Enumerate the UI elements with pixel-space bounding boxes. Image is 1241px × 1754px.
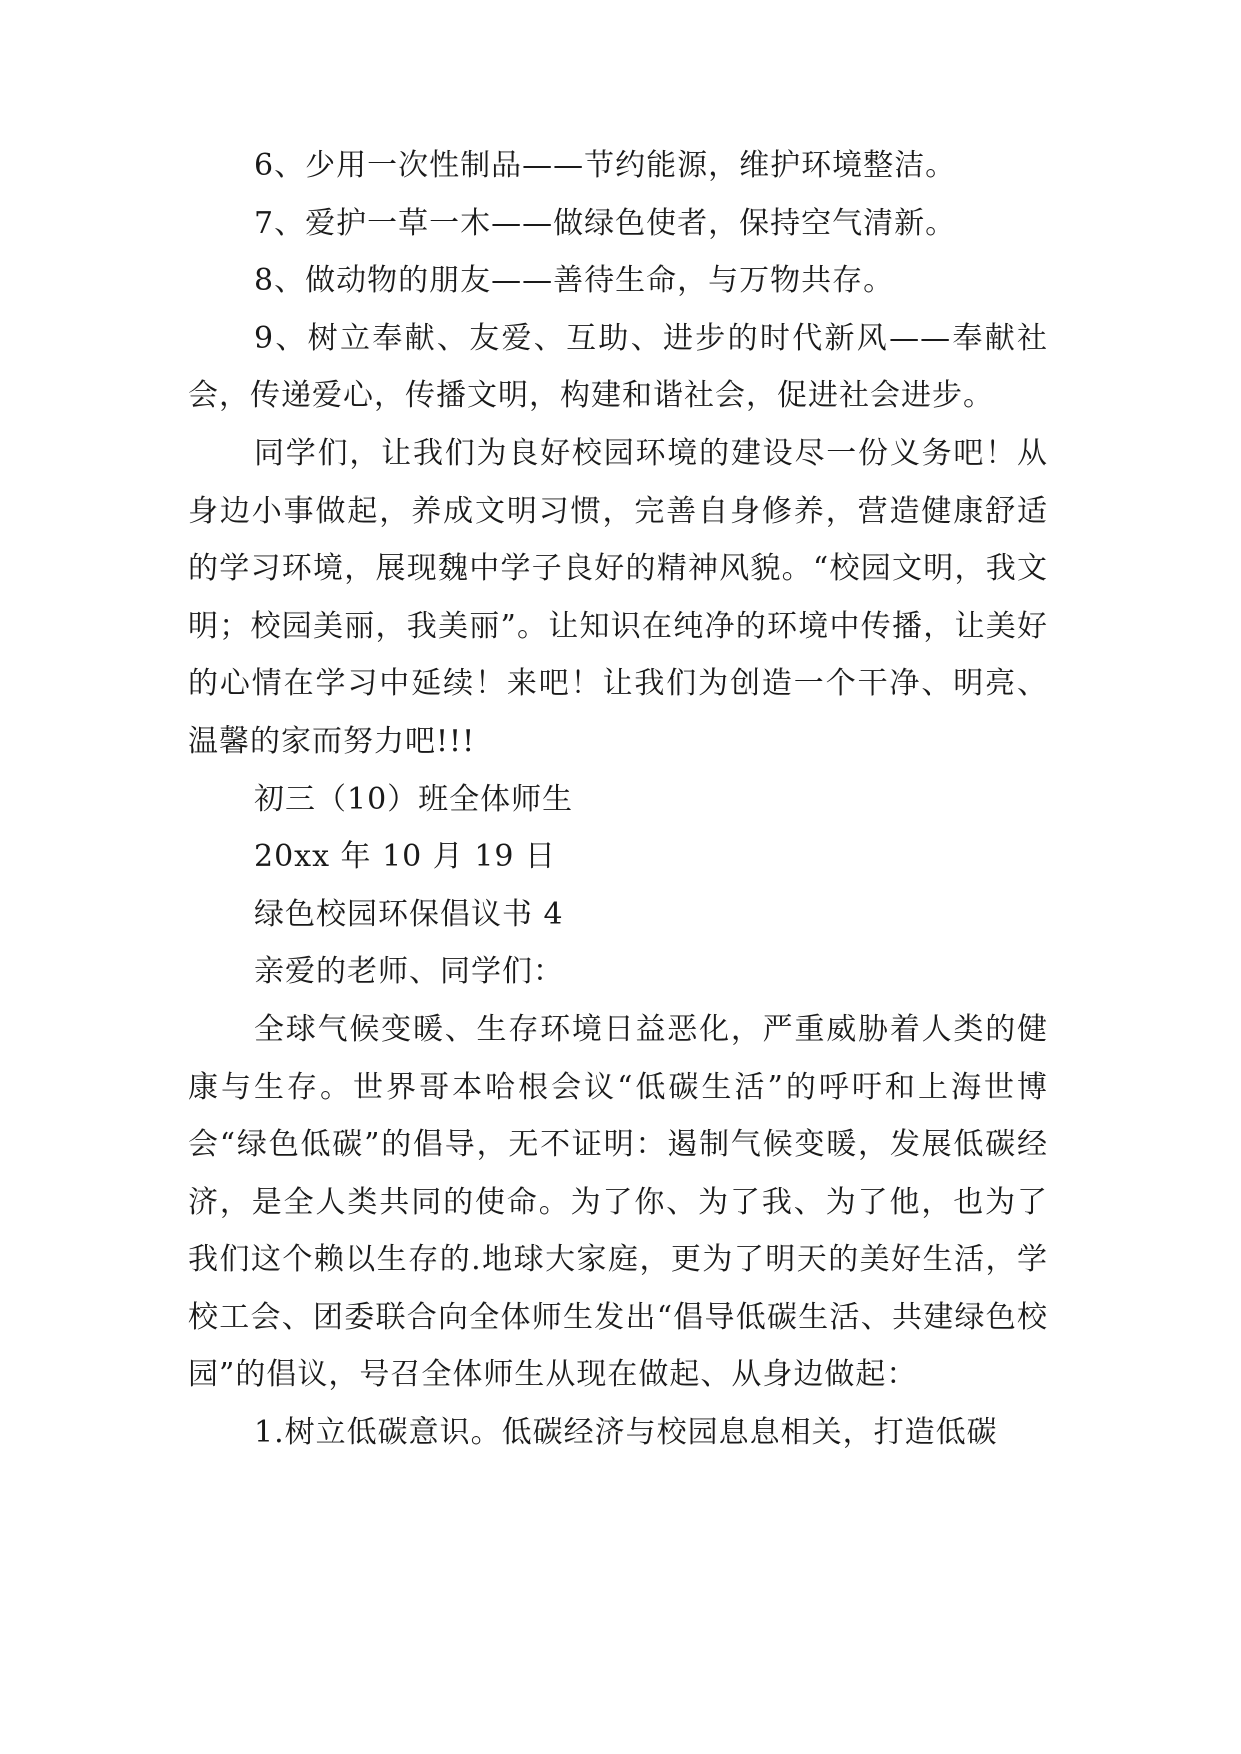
salutation: 亲爱的老师、同学们： (254, 954, 564, 990)
closing-paragraph: 同学们，让我们为良好校园环境的建设尽一份义务吧！从身边小事做起，养成文明习惯，完善自身修养，营造健康舒适的学习环境，展现魏中学子良好的精神风貌。“校园文明，我文明；校园美丽，我美丽”。让知识在纯净的环境中传播，让美好的心情在学习中延续！来吧！让我们为创造一个干净、明亮、温馨的家而努力吧!!! (188, 435, 1048, 759)
paragraph-item-6: 6、少用一次性制品——节约能源，维护环境整洁。 (254, 148, 957, 183)
date-line: 20xx 年 10 月 19 日 (254, 839, 557, 875)
proposal-item-1: 1.树立低碳意识。低碳经济与校园息息相关，打造低碳 (254, 1415, 998, 1451)
paragraph-item-8: 8、做动物的朋友——善待生命，与万物共存。 (254, 263, 895, 299)
signature-line: 初三（10）班全体师生 (254, 781, 574, 817)
document-body (188, 137, 1048, 1462)
section-title: 绿色校园环保倡议书 4 (254, 896, 564, 932)
intro-paragraph: 全球气候变暖、生存环境日益恶化，严重威胁着人类的健康与生存。世界哥本哈根会议“低碳生活”的呼吁和上海世博会“绿色低碳”的倡导，无不证明：遏制气候变暖，发展低碳经济，是全人类共同的使命。为了你、为了我、为了他，也为了我们这个赖以生存的.地球大家庭，更为了明天的美好生活，学校工会、团委联合向全体师生发出“倡导低碳生活、共建绿色校园”的倡议，号召全体师生从现在做起、从身边做起： (188, 1011, 1048, 1393)
paragraph-item-9: 9、树立奉献、友爱、互助、进步的时代新风——奉献社会，传递爱心，传播文明，构建和谐社会，促进社会进步。 (188, 320, 1048, 414)
paragraph-item-7: 7、爱护一草一木——做绿色使者，保持空气清新。 (254, 205, 957, 241)
